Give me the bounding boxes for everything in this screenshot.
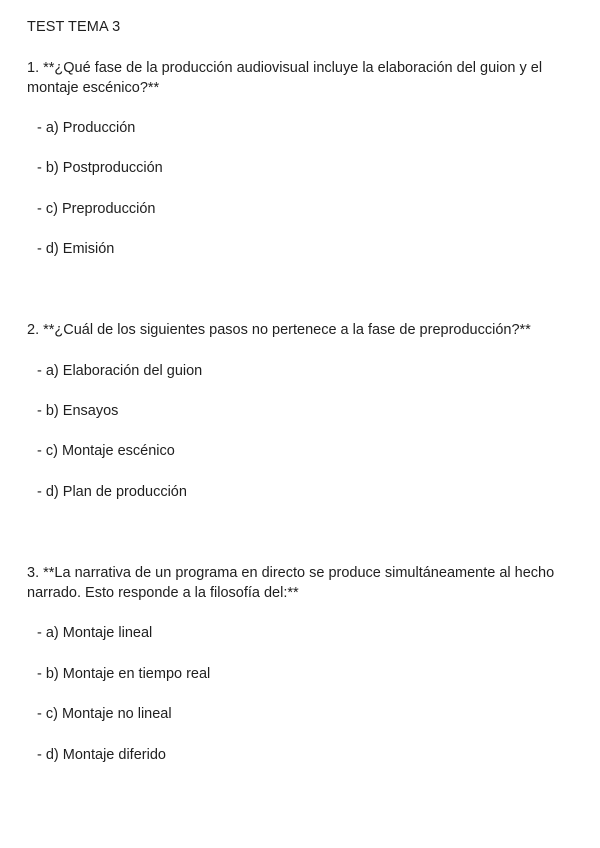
- option-b: - b) Montaje en tiempo real: [37, 666, 211, 682]
- question-1: [27, 58, 572, 257]
- option-c: - c) Montaje no lineal: [37, 706, 172, 722]
- option-a: - a) Montaje lineal: [37, 625, 153, 641]
- question-text: 3. **La narrativa de un programa en directo se produce simultáneamente al hecho narrado. Esto responde a la filosofía del:**: [27, 565, 555, 601]
- question-2: [27, 320, 572, 500]
- option-a: - a) Elaboración del guion: [37, 363, 203, 379]
- option-c: - c) Preproducción: [37, 201, 156, 217]
- question-text: 1. **¿Qué fase de la producción audiovisual incluye la elaboración del guion y el montaje escénico?**: [27, 60, 543, 96]
- option-d: - d) Plan de producción: [37, 484, 187, 500]
- question-text: 2. **¿Cuál de los siguientes pasos no pertenece a la fase de preproducción?**: [27, 322, 531, 338]
- option-d: - d) Emisión: [37, 241, 115, 257]
- option-a: - a) Producción: [37, 120, 136, 136]
- option-c: - c) Montaje escénico: [37, 443, 175, 459]
- question-3: [27, 563, 572, 763]
- option-d: - d) Montaje diferido: [37, 747, 166, 763]
- option-b: - b) Ensayos: [37, 403, 119, 419]
- document-title: TEST TEMA 3: [27, 19, 121, 35]
- option-b: - b) Postproducción: [37, 160, 163, 176]
